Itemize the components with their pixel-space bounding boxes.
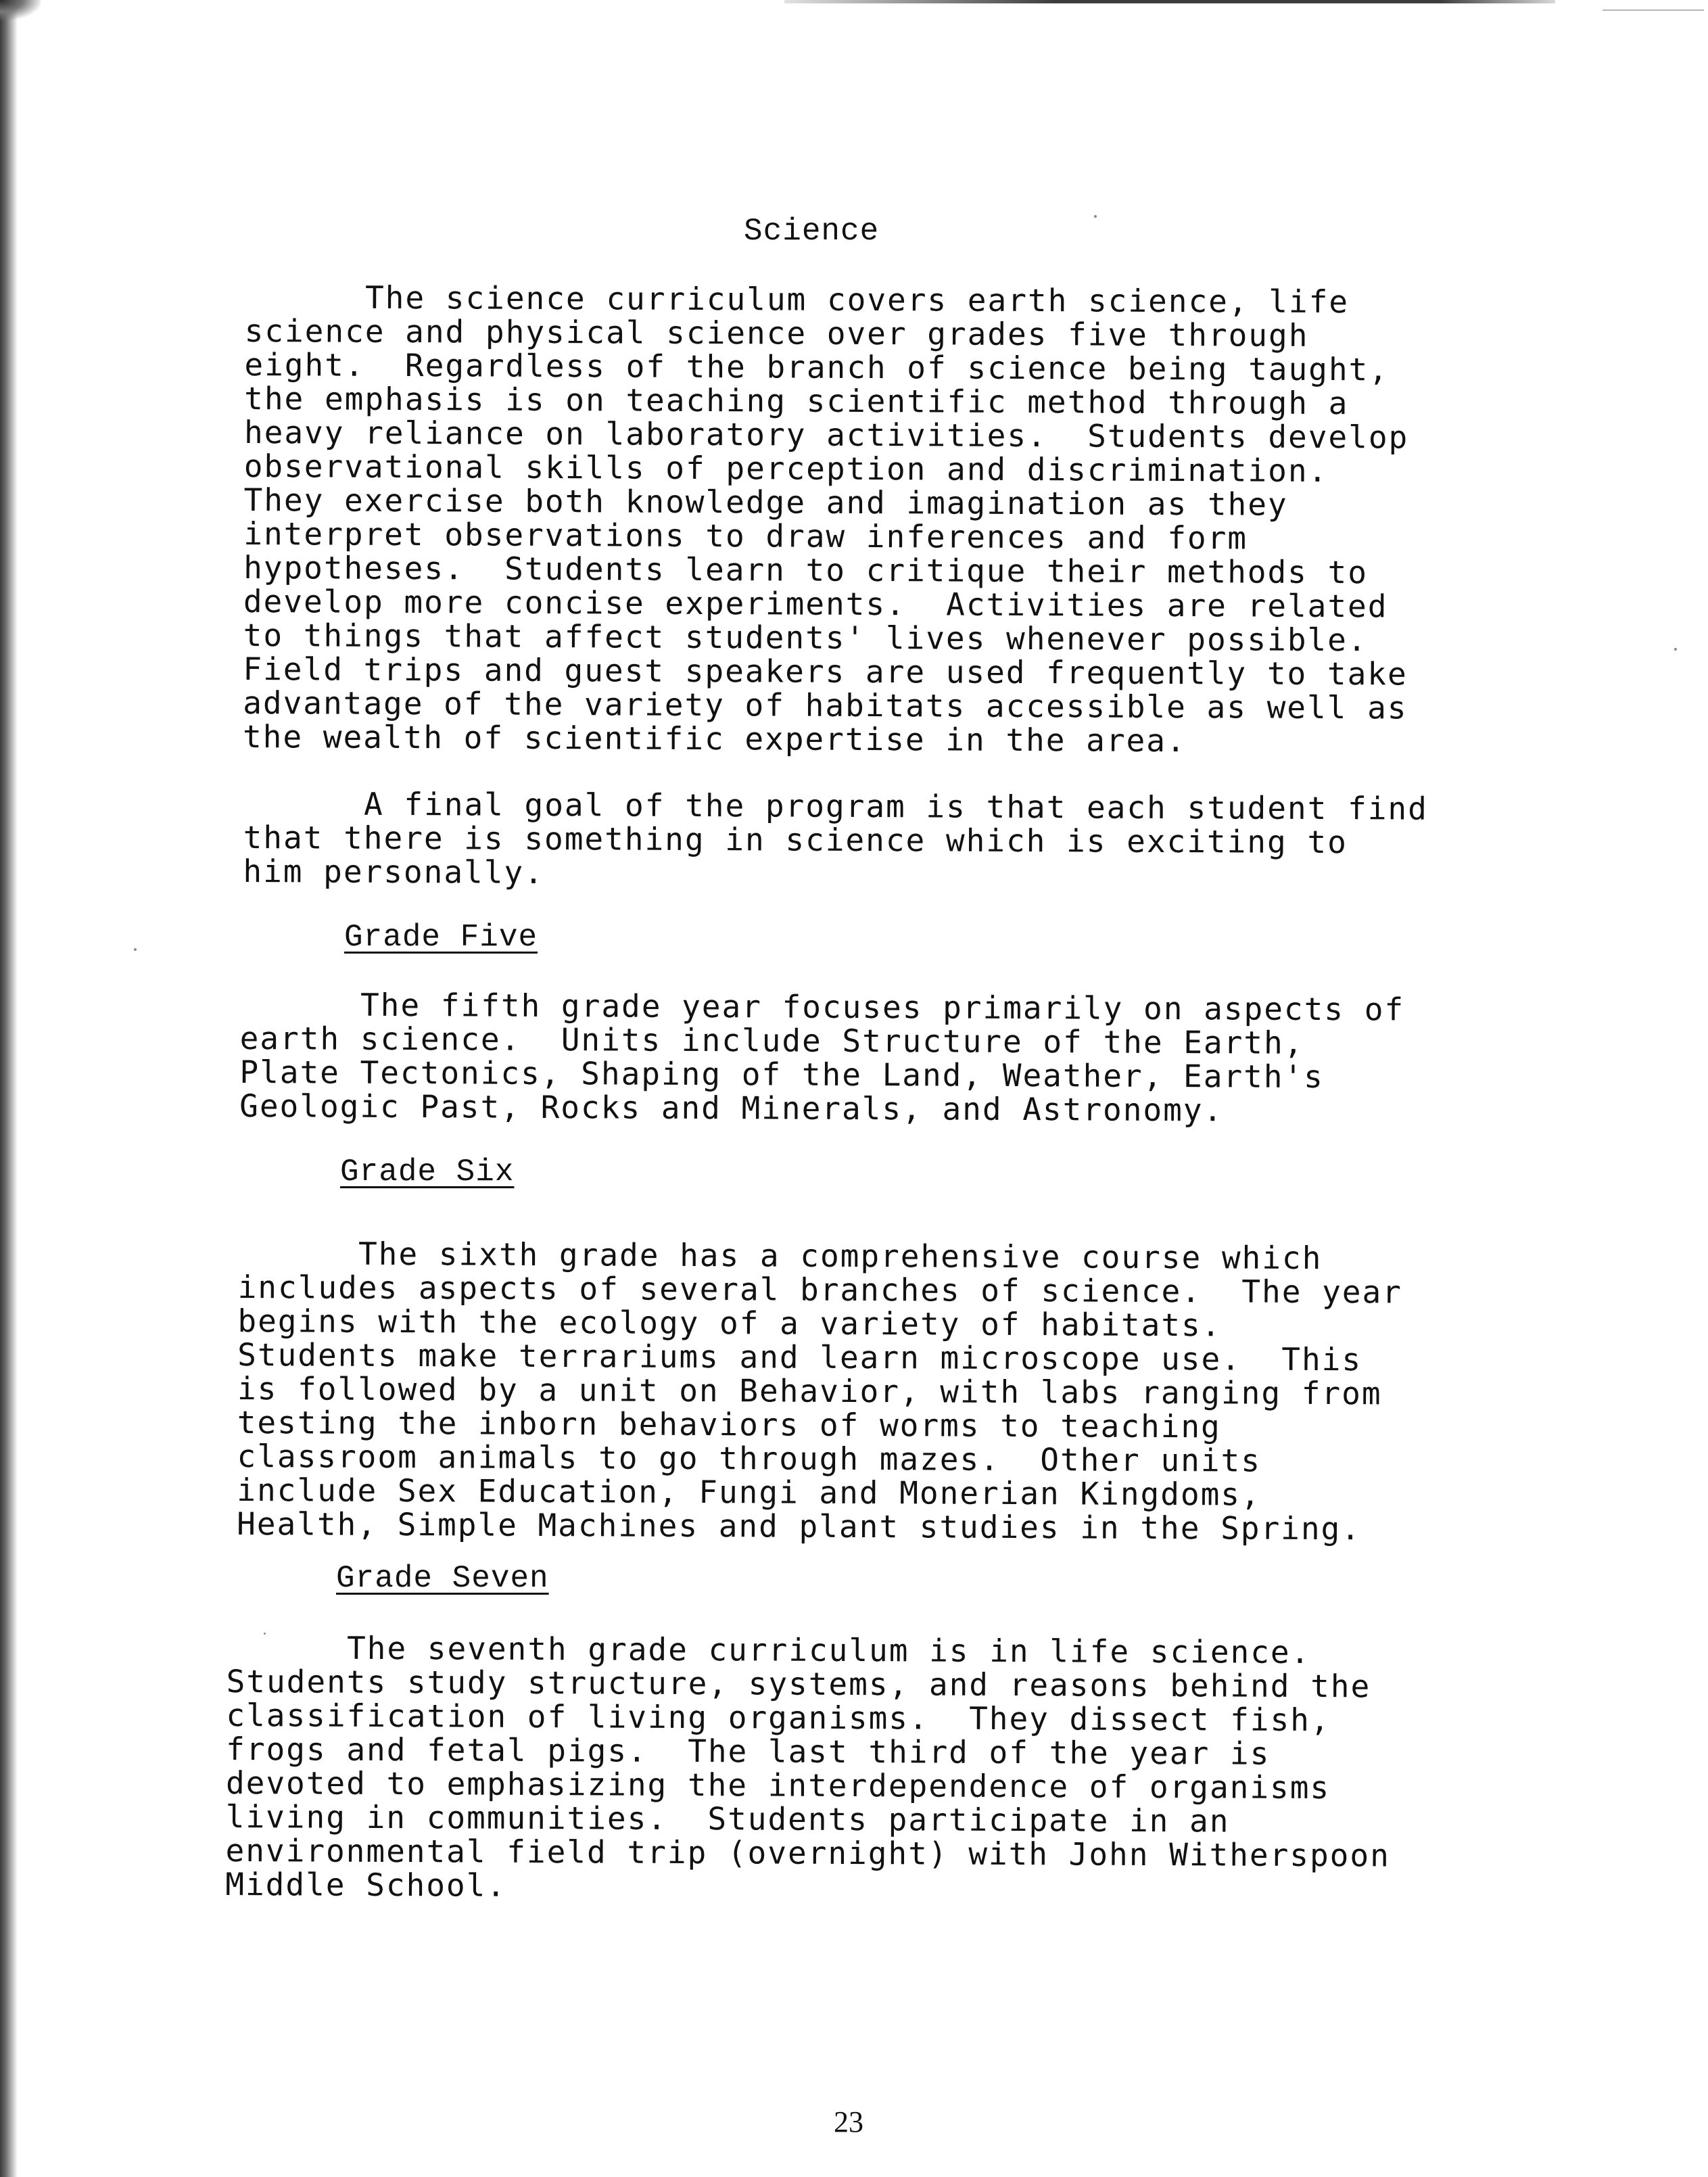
section-heading-grade-seven: Grade Seven bbox=[336, 1561, 549, 1596]
scan-top-right-mark bbox=[1603, 9, 1704, 11]
text-line: A final goal of the program is that each student find bbox=[243, 785, 1428, 827]
text-line: includes aspects of several branches of science. The year bbox=[237, 1268, 1403, 1311]
text-line: living in communities. Students participate in an bbox=[225, 1798, 1230, 1840]
page-number: 23 bbox=[834, 2105, 863, 2138]
text-line: Geologic Past, Rocks and Minerals, and Astronomy. bbox=[239, 1087, 1224, 1129]
text-line: environmental field trip (overnight) with John Witherspoon bbox=[225, 1831, 1390, 1874]
text-line: begins with the ecology of a variety of habitats. bbox=[237, 1302, 1222, 1344]
text-line: advantage of the variety of habitats accessible as well as bbox=[243, 684, 1408, 726]
goal-paragraph bbox=[243, 787, 1428, 893]
text-line: develop more concise experiments. Activities are related bbox=[243, 582, 1388, 625]
text-line: The fifth grade year focuses primarily on aspects of bbox=[239, 986, 1405, 1028]
text-line: the wealth of scientific expertise in the area. bbox=[242, 718, 1187, 759]
grade-six-paragraph bbox=[237, 1236, 1402, 1546]
section-heading-grade-six: Grade Six bbox=[340, 1154, 515, 1190]
text-line: The seventh grade curriculum is in life science. bbox=[226, 1629, 1311, 1670]
text-line: observational skills of perception and discrimination. bbox=[243, 447, 1329, 489]
grade-seven-paragraph bbox=[225, 1631, 1391, 1906]
section-heading-grade-five: Grade Five bbox=[344, 920, 538, 955]
text-line: testing the inborn behaviors of worms to teaching bbox=[237, 1403, 1221, 1445]
scan-corner-shadow bbox=[0, 0, 41, 20]
scan-speck bbox=[1094, 215, 1097, 218]
scan-left-edge bbox=[0, 0, 18, 2177]
scan-speck bbox=[1674, 648, 1677, 651]
text-line: earth science. Units include Structure of the Earth, bbox=[239, 1019, 1304, 1061]
page-title: Science bbox=[744, 214, 880, 249]
text-line: heavy reliance on laboratory activities. Students develop bbox=[243, 413, 1409, 456]
text-line: include Sex Education, Fungi and Monerian Kingdoms, bbox=[237, 1471, 1261, 1513]
text-line: Middle School. bbox=[225, 1865, 507, 1904]
text-line: Students make terrariums and learn microscope use. This bbox=[237, 1336, 1362, 1378]
text-line: Health, Simple Machines and plant studies in the Spring. bbox=[237, 1505, 1362, 1547]
text-line: classroom animals to go through mazes. Other units bbox=[237, 1437, 1262, 1479]
text-line: eight. Regardless of the branch of science being taught, bbox=[244, 346, 1390, 388]
text-line: him personally. bbox=[243, 852, 544, 891]
text-line: classification of living organisms. They dissect fish, bbox=[226, 1696, 1331, 1739]
text-line: interpret observations to draw inferences and form bbox=[243, 515, 1248, 557]
text-line: Plate Tectonics, Shaping of the Land, Weather, Earth's bbox=[239, 1053, 1325, 1095]
text-line: that there is something in science which is exciting to bbox=[243, 818, 1348, 861]
scan-top-edge bbox=[784, 0, 1555, 3]
grade-five-paragraph bbox=[239, 987, 1404, 1128]
text-line: frogs and fetal pigs. The last third of the year is bbox=[226, 1730, 1271, 1772]
text-line: to things that affect students' lives whenever possible. bbox=[243, 616, 1368, 659]
text-line: hypotheses. Students learn to critique their methods to bbox=[243, 548, 1369, 591]
text-line: is followed by a unit on Behavior, with labs ranging from bbox=[237, 1370, 1382, 1412]
intro-paragraph bbox=[243, 280, 1409, 759]
scan-speck bbox=[134, 948, 137, 951]
text-line: the emphasis is on teaching scientific method through a bbox=[244, 379, 1349, 422]
text-line: devoted to emphasizing the interdependence of organisms bbox=[225, 1764, 1331, 1806]
text-line: They exercise both knowledge and imagination as they bbox=[243, 481, 1288, 523]
text-line: science and physical science over grades five through bbox=[244, 312, 1309, 354]
text-line: Students study structure, systems, and reasons behind the bbox=[226, 1662, 1371, 1705]
text-line: The science curriculum covers earth science, life bbox=[244, 279, 1350, 321]
text-line: Field trips and guest speakers are used frequently to take bbox=[243, 650, 1408, 693]
text-line: The sixth grade has a comprehensive course which bbox=[237, 1235, 1323, 1276]
